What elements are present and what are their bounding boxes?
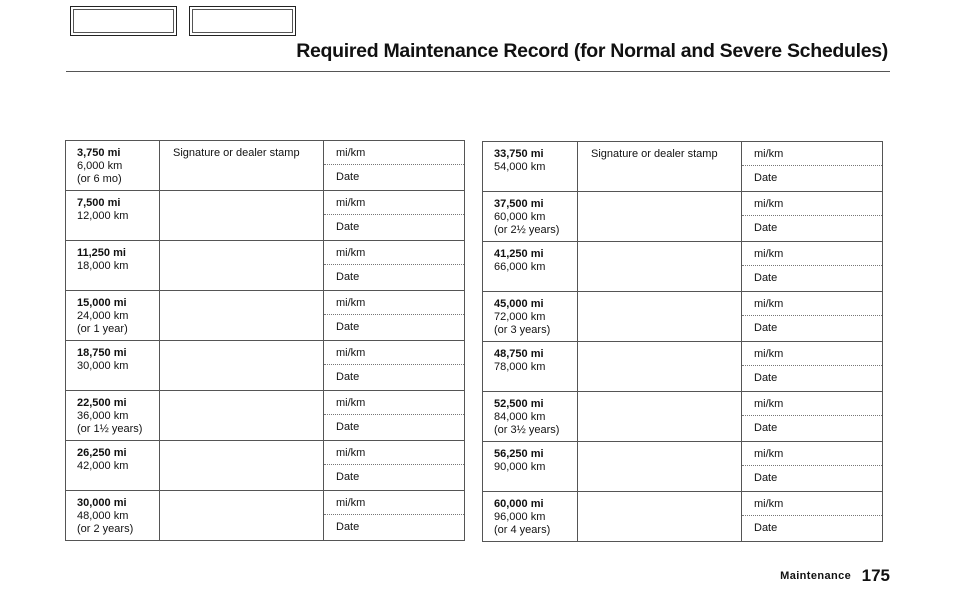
record-row [66,441,465,491]
mileage-cell [483,342,578,392]
date-label: Date [336,171,360,183]
header-tab-1 [70,6,177,36]
date-field[interactable] [324,215,464,234]
signature-cell[interactable] [578,392,742,442]
mikm-date-cell [324,141,465,191]
interval-note: (or 3 years) [494,324,551,336]
page-number: 175 [861,566,890,585]
date-label: Date [336,421,360,433]
miles-value: 52,500 mi [494,398,544,410]
mikm-label: mi/km [754,398,784,410]
date-field[interactable] [742,216,882,235]
mikm-label: mi/km [336,147,366,159]
mileage-cell [66,141,160,191]
mikm-label: mi/km [336,247,366,259]
mikm-label: mi/km [754,498,784,510]
mikm-field[interactable] [324,241,464,265]
miles-value: 37,500 mi [494,198,544,210]
mikm-field[interactable] [324,441,464,465]
mikm-label: mi/km [754,148,784,160]
mikm-date-cell [324,191,465,241]
title-rule [66,71,890,72]
record-row [483,292,883,342]
date-field[interactable] [742,266,882,285]
mikm-label: mi/km [754,448,784,460]
miles-value: 3,750 mi [77,147,121,159]
date-label: Date [754,372,778,384]
mikm-date-cell [324,291,465,341]
mikm-label: mi/km [754,348,784,360]
date-field[interactable] [324,465,464,484]
mikm-label: mi/km [336,297,366,309]
miles-value: 30,000 mi [77,497,127,509]
km-value: 90,000 km [494,461,546,473]
date-field[interactable] [324,165,464,184]
mikm-field[interactable] [324,491,464,515]
mikm-date-cell [324,441,465,491]
date-label: Date [754,422,778,434]
date-field[interactable] [742,416,882,435]
record-row [66,491,465,541]
footer-section: Maintenance [780,570,852,582]
record-row [66,241,465,291]
mikm-field[interactable] [324,341,464,365]
mileage-cell [483,492,578,542]
km-value: 72,000 km [494,311,546,323]
km-value: 66,000 km [494,261,546,273]
interval-note: (or 1 year) [77,323,128,335]
signature-cell[interactable] [578,192,742,242]
signature-cell[interactable] [160,191,324,241]
signature-label: Signature or dealer stamp [591,148,718,160]
date-field[interactable] [324,365,464,384]
date-field[interactable] [742,316,882,335]
record-row [66,291,465,341]
interval-note: (or 1½ years) [77,423,143,435]
mileage-cell [483,192,578,242]
interval-note: (or 2 years) [77,523,134,535]
mikm-date-cell [324,341,465,391]
signature-label: Signature or dealer stamp [173,147,300,159]
record-row [483,242,883,292]
interval-note: (or 4 years) [494,524,551,536]
record-row [483,342,883,392]
date-label: Date [754,472,778,484]
signature-cell[interactable] [578,142,742,192]
miles-value: 22,500 mi [77,397,127,409]
date-label: Date [754,222,778,234]
interval-note: (or 6 mo) [77,173,122,185]
mikm-date-cell [742,192,883,242]
miles-value: 56,250 mi [494,448,544,460]
miles-value: 45,000 mi [494,298,544,310]
mileage-cell [483,392,578,442]
mikm-date-cell [742,492,883,542]
signature-cell[interactable] [160,291,324,341]
km-value: 84,000 km [494,411,546,423]
date-label: Date [754,272,778,284]
mileage-cell [66,341,160,391]
interval-note: (or 3½ years) [494,424,560,436]
mileage-cell [66,441,160,491]
mileage-cell [66,491,160,541]
date-label: Date [336,371,360,383]
record-row [483,392,883,442]
record-row [483,192,883,242]
page-footer [780,566,890,586]
mikm-label: mi/km [336,447,366,459]
miles-value: 60,000 mi [494,498,544,510]
signature-cell[interactable] [160,141,324,191]
mikm-date-cell [742,242,883,292]
mikm-field[interactable] [324,191,464,215]
km-value: 6,000 km [77,160,123,172]
record-row [483,442,883,492]
record-row [66,391,465,441]
date-label: Date [754,172,778,184]
date-label: Date [336,321,360,333]
date-field[interactable] [324,265,464,284]
header-tab-2 [189,6,296,36]
signature-cell[interactable] [578,292,742,342]
km-value: 18,000 km [77,260,129,272]
signature-cell[interactable] [578,242,742,292]
km-value: 30,000 km [77,360,129,372]
date-label: Date [336,271,360,283]
mikm-field[interactable] [742,292,882,316]
date-label: Date [336,471,360,483]
mikm-date-cell [324,491,465,541]
mikm-label: mi/km [336,197,366,209]
mileage-cell [483,292,578,342]
mikm-field[interactable] [742,392,882,416]
record-row [66,141,465,191]
km-value: 42,000 km [77,460,129,472]
signature-cell[interactable] [160,391,324,441]
miles-value: 48,750 mi [494,348,544,360]
mileage-cell [483,242,578,292]
km-value: 60,000 km [494,211,546,223]
mikm-field[interactable] [742,192,882,216]
km-value: 48,000 km [77,510,129,522]
mikm-date-cell [324,391,465,441]
mileage-cell [483,142,578,192]
mikm-date-cell [742,442,883,492]
record-row [483,142,883,192]
mikm-field[interactable] [742,342,882,366]
signature-cell[interactable] [160,241,324,291]
date-field[interactable] [742,466,882,485]
km-value: 54,000 km [494,161,546,173]
mikm-label: mi/km [336,497,366,509]
miles-value: 18,750 mi [77,347,127,359]
maintenance-table-left [65,140,465,541]
mikm-date-cell [742,142,883,192]
signature-cell[interactable] [160,491,324,541]
date-label: Date [336,521,360,533]
mikm-label: mi/km [336,347,366,359]
date-label: Date [754,522,778,534]
km-value: 12,000 km [77,210,129,222]
mileage-cell [66,191,160,241]
mikm-field[interactable] [742,142,882,166]
mikm-field[interactable] [742,242,882,266]
km-value: 78,000 km [494,361,546,373]
miles-value: 7,500 mi [77,197,121,209]
date-label: Date [754,322,778,334]
mikm-date-cell [742,342,883,392]
km-value: 24,000 km [77,310,129,322]
page-title: Required Maintenance Record (for Normal and Severe Schedules) [296,40,888,62]
mikm-field[interactable] [742,442,882,466]
miles-value: 26,250 mi [77,447,127,459]
miles-value: 11,250 mi [77,247,126,259]
mileage-cell [66,291,160,341]
mikm-date-cell [742,292,883,342]
record-row [66,191,465,241]
signature-cell[interactable] [160,341,324,391]
signature-cell[interactable] [578,442,742,492]
date-label: Date [336,221,360,233]
date-field[interactable] [742,166,882,185]
record-row [66,341,465,391]
signature-cell[interactable] [160,441,324,491]
maintenance-table-right [482,141,883,542]
km-value: 36,000 km [77,410,129,422]
date-field[interactable] [324,315,464,334]
miles-value: 33,750 mi [494,148,544,160]
miles-value: 15,000 mi [77,297,127,309]
mileage-cell [66,391,160,441]
mikm-label: mi/km [754,248,784,260]
interval-note: (or 2½ years) [494,224,560,236]
mikm-label: mi/km [754,198,784,210]
mikm-field[interactable] [324,391,464,415]
mikm-date-cell [742,392,883,442]
date-field[interactable] [742,516,882,535]
mikm-field[interactable] [742,492,882,516]
mikm-label: mi/km [336,397,366,409]
record-row [483,492,883,542]
mikm-field[interactable] [324,141,464,165]
mileage-cell [483,442,578,492]
miles-value: 41,250 mi [494,248,544,260]
km-value: 96,000 km [494,511,546,523]
mikm-field[interactable] [324,291,464,315]
mileage-cell [66,241,160,291]
date-field[interactable] [324,515,464,534]
signature-cell[interactable] [578,492,742,542]
mikm-date-cell [324,241,465,291]
mikm-label: mi/km [754,298,784,310]
signature-cell[interactable] [578,342,742,392]
date-field[interactable] [324,415,464,434]
date-field[interactable] [742,366,882,385]
